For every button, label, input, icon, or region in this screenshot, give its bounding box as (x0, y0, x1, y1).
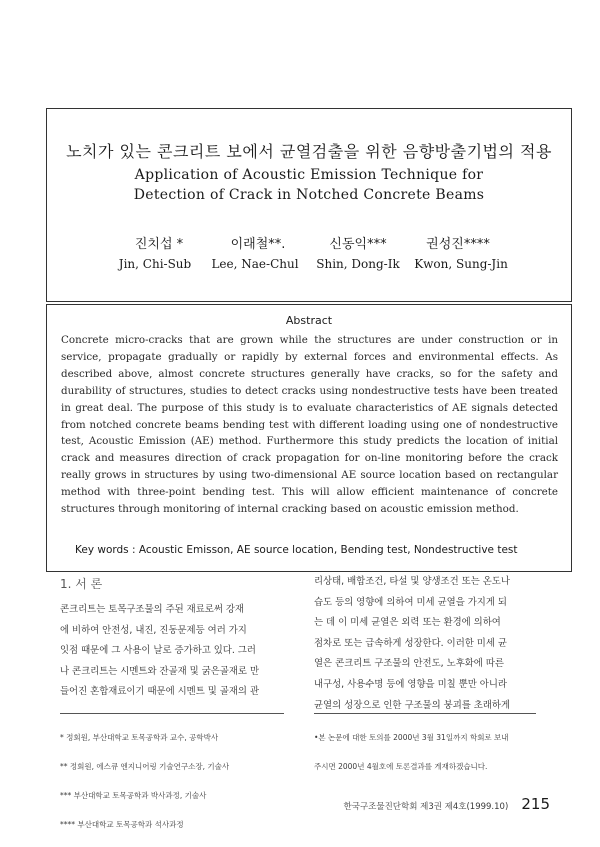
author-korean: 진치섭 * (134, 237, 184, 252)
footnote-divider-right (314, 713, 536, 714)
discussion-notice (314, 716, 539, 789)
journal-info: 한국구조물진단학회 제3권 제4호(1999.10) (343, 802, 509, 812)
author-footnotes (60, 716, 290, 847)
page-footer (344, 794, 550, 813)
footnote-divider-left (60, 713, 284, 714)
abstract-heading: Abstract (285, 314, 333, 327)
author-korean: 권성진**** (426, 237, 490, 252)
abstract-box (46, 304, 572, 572)
keywords: Key words : Acoustic Emisson, AE source location, Bending test, Nondestructive test (75, 544, 518, 556)
body-text-left-column: 콘크리트는 토목구조물의 주된 재료로써 강재 에 비하여 안전성, 내진, 진동문제등 여러 가지 잇점 때문에 그 사용이 날로 증가하고 있다. 그러 나 콘크리트는 시멘트와 잔골재 및 굵은골재로 만 들어진 혼합재료이기 때문에 시멘트 및 골재의 관 (60, 604, 260, 698)
author-english: Kwon, Sung-Jin (414, 257, 508, 271)
english-title-line1: Application of Acoustic Emission Technique for (134, 167, 484, 183)
footnote: •본 논문에 대한 토의를 2000년 3월 31일까지 학회로 보내 (314, 732, 509, 742)
body-text-right-column: 리상태, 배합조건, 타설 및 양생조건 또는 온도나 습도 등의 영향에 의하여 미세 균열을 가지게 되 는 데 이 미세 균열은 외력 또는 환경에 의하여 점차로 또는 급속하게 성장한다. 이러한 미세 균 열은 콘크리트 구조물의 안전도, 노후화에 따른 내구성, 사용수명 등에 영향을 미칠 뿐만 아니라 균열의 성장으로 인한 구조물의 붕괴를 초래하게 (314, 576, 511, 711)
footnote: ** 정회원, 에스큐 엔지니어링 기술연구소장, 기술사 (60, 761, 230, 771)
footnote: *** 부산대학교 토목공학과 박사과정, 기술사 (60, 790, 207, 800)
author-names-english (47, 257, 571, 275)
author-korean: 이래철**. (230, 237, 286, 252)
section-heading: 1. 서 론 (60, 577, 103, 591)
english-title-line2: Detection of Crack in Notched Concrete Beams (133, 187, 485, 203)
author-korean: 신동익*** (329, 237, 387, 252)
author-names-korean (47, 233, 571, 251)
author-english: Lee, Nae-Chul (211, 257, 299, 271)
footnote: * 정회원, 부산대학교 토목공학과 교수, 공학박사 (60, 732, 219, 742)
footnote: 주시면 2000년 4월호에 토론결과를 게재하겠습니다. (314, 761, 488, 771)
author-english: Jin, Chi-Sub (118, 257, 192, 271)
korean-title: 노치가 있는 콘크리트 보에서 균열검출을 위한 음향방출기법의 적용 (66, 142, 552, 161)
abstract-text: Concrete micro-cracks that are grown while the structures are under construction or in service, propagate gradually or rapidly by external forces and environmental effects. As described above, almost concrete structures generally have cracks, so for the safety and durability of structures, studies to detect cracks using nondestructive tests have been treated in great deal. The purpose of this study is to evaluate characteristics of AE signals detected from notched concrete beams bending test with different loading using one of nondestructive test, Acoustic Emission (AE) method. Furthermore this study predicts the location of initial crack and measures direction of crack propagation for on-line monitoring before the crack really grows in structures by using two-dimensional AE source location based on rectangular method with three-point bending test. This will allow efficient maintenance of concrete structures through monitoring of internal cracking based on acoustic emission method. (61, 334, 558, 516)
page-number: 215 (521, 795, 550, 813)
title-box (46, 108, 572, 302)
footnote: **** 부산대학교 토목공학과 석사과정 (60, 819, 184, 829)
author-english: Shin, Dong-Ik (316, 257, 400, 271)
